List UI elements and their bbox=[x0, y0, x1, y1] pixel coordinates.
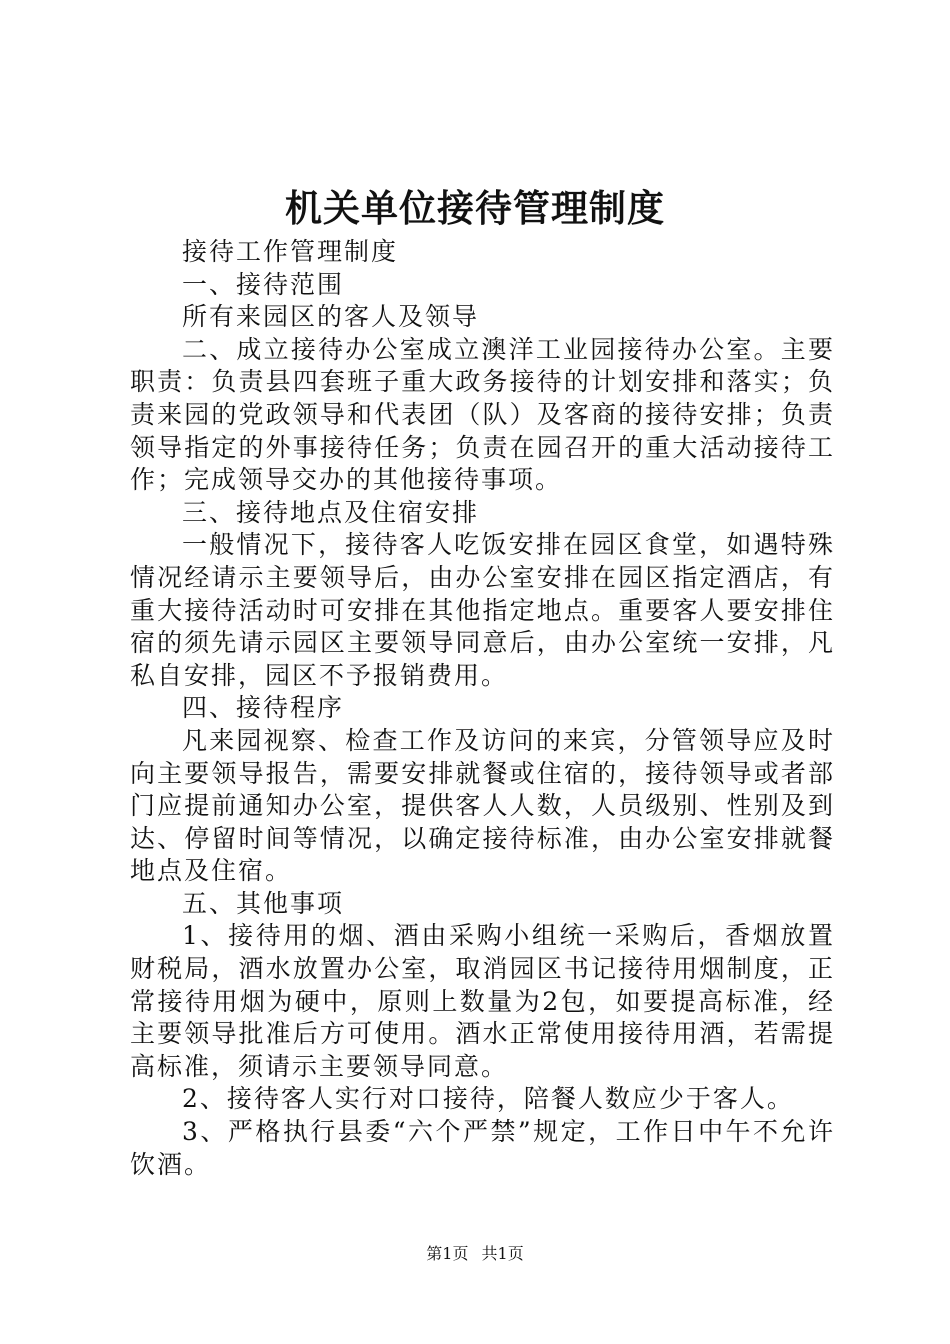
page-number-total: 共1页 bbox=[481, 1244, 524, 1263]
document-body bbox=[130, 236, 835, 1181]
paragraph-other-2: 2、接待客人实行对口接待，陪餐人数应少于客人。 bbox=[182, 1084, 794, 1114]
paragraph-office: 二、成立接待办公室成立澳洋工业园接待办公室。主要职责：负责县四套班子重大政务接待的计划安排和落实；负责来园的党政领导和代表团（队）及客商的接待安排；负责领导指定的外事接待任务；负责在园召开的重大活动接待工作；完成领导交办的其他接待事项。 bbox=[130, 334, 835, 495]
paragraph-procedure: 凡来园视察、检查工作及访问的来宾，分管领导应及时向主要领导报告，需要安排就餐或住宿的，接待领导或者部门应提前通知办公室，提供客人人数，人员级别、性别及到达、停留时间等情况，以确定接待标准，由办公室安排就餐地点及住宿。 bbox=[130, 725, 835, 886]
page-footer bbox=[0, 1243, 950, 1265]
section-heading-other: 五、其他事项 bbox=[182, 888, 345, 918]
section-heading-location: 三、接待地点及住宿安排 bbox=[182, 497, 480, 527]
paragraph-other-3: 3、严格执行县委“六个严禁”规定，工作日中午不允许饮酒。 bbox=[130, 1117, 835, 1179]
page-number-current: 第1页 bbox=[426, 1244, 469, 1263]
paragraph-other-1: 1、接待用的烟、酒由采购小组统一采购后，香烟放置财税局，酒水放置办公室，取消园区书记接待用烟制度，正常接待用烟为硬中，原则上数量为2包，如要提高标准，经主要领导批准后方可使用。酒水正常使用接待用酒，若需提高标准，须请示主要领导同意。 bbox=[130, 921, 835, 1081]
paragraph-location: 一般情况下，接待客人吃饭安排在园区食堂，如遇特殊情况经请示主要领导后，由办公室安排在园区指定酒店，有重大接待活动时可安排在其他指定地点。重要客人要安排住宿的须先请示园区主要领导同意后，由办公室统一安排，凡私自安排，园区不予报销费用。 bbox=[130, 530, 835, 690]
paragraph-heading: 接待工作管理制度 bbox=[182, 237, 399, 266]
section-heading-scope: 一、接待范围 bbox=[182, 269, 345, 299]
section-heading-procedure: 四、接待程序 bbox=[182, 693, 345, 723]
document-title: 机关单位接待管理制度 bbox=[285, 186, 665, 230]
paragraph-scope: 所有来园区的客人及领导 bbox=[182, 302, 480, 332]
